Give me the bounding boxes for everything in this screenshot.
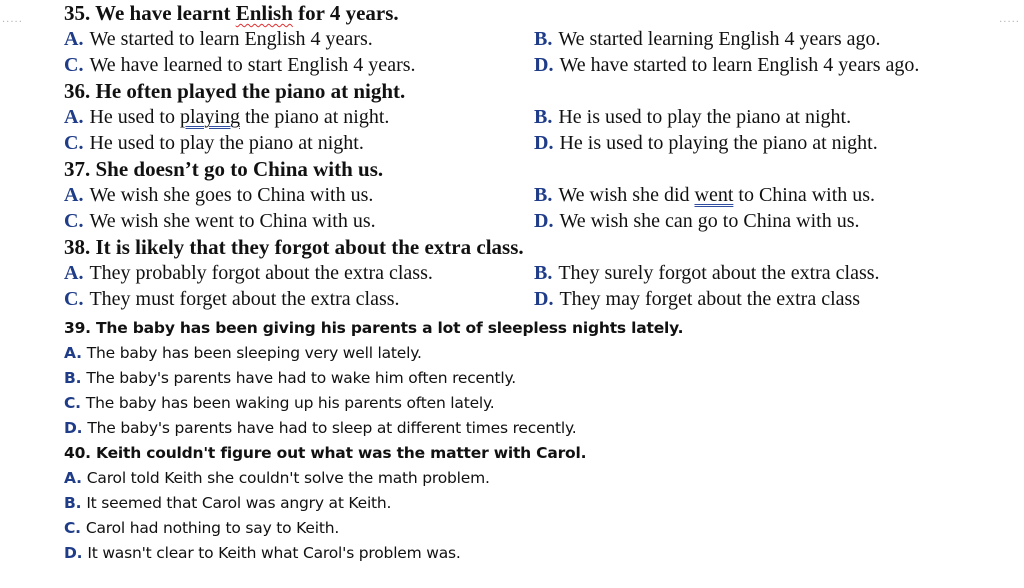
option-36b[interactable]: B. He is used to play the piano at night.	[534, 106, 852, 128]
question-38-options-row-1	[64, 260, 1004, 286]
option-39c[interactable]: C. The baby has been waking up his parents often lately.	[64, 394, 495, 412]
underlined-word-playing: playing	[180, 106, 240, 128]
option-39d[interactable]: D. The baby's parents have had to sleep at different times recently.	[64, 419, 577, 437]
question-37-options-row-2	[64, 208, 1004, 234]
option-39b[interactable]: B. The baby's parents have had to wake him often recently.	[64, 369, 516, 387]
question-35	[64, 0, 1004, 26]
worksheet	[64, 0, 1004, 566]
option-37b[interactable]: B. We wish she did went to China with us.	[534, 184, 876, 206]
option-35a[interactable]: A. We started to learn English 4 years.	[64, 28, 373, 50]
question-36-options-row-1	[64, 104, 1004, 130]
option-37c[interactable]: C. We wish she went to China with us.	[64, 210, 376, 232]
option-35d[interactable]: D. We have started to learn English 4 years ago.	[534, 54, 920, 76]
option-38d[interactable]: D. They may forget about the extra class	[534, 288, 861, 310]
question-38-options-row-2	[64, 286, 1004, 312]
option-37d[interactable]: D. We wish she can go to China with us.	[534, 210, 860, 232]
question-38: 38. It is likely that they forgot about the extra class.	[64, 235, 524, 259]
question-35-stem-post: for 4 years.	[292, 1, 399, 25]
option-40c[interactable]: C. Carol had nothing to say to Keith.	[64, 519, 340, 537]
option-38b[interactable]: B. They surely forgot about the extra class.	[534, 262, 880, 284]
margin-dots-right: .....	[999, 14, 1020, 25]
option-40a[interactable]: A. Carol told Keith she couldn't solve the math problem.	[64, 469, 490, 487]
underlined-word-went: went	[694, 184, 734, 206]
question-35-options-row-2	[64, 52, 1004, 78]
option-39a[interactable]: A. The baby has been sleeping very well lately.	[64, 344, 422, 362]
option-36c[interactable]: C. He used to play the piano at night.	[64, 132, 364, 154]
option-36d[interactable]: D. He is used to playing the piano at night.	[534, 132, 878, 154]
option-38a[interactable]: A. They probably forgot about the extra class.	[64, 262, 433, 284]
question-36: 36. He often played the piano at night.	[64, 79, 406, 103]
question-40: 40. Keith couldn't figure out what was the matter with Carol.	[64, 444, 587, 462]
option-40d[interactable]: D. It wasn't clear to Keith what Carol's problem was.	[64, 544, 461, 562]
option-37a[interactable]: A. We wish she goes to China with us.	[64, 184, 374, 206]
option-36a[interactable]: A. He used to playing the piano at night.	[64, 106, 390, 128]
question-39: 39. The baby has been giving his parents a lot of sleepless nights lately.	[64, 319, 684, 337]
question-35-stem-pre: 35. We have learnt	[64, 1, 236, 25]
question-37-options-row-1	[64, 182, 1004, 208]
option-35b[interactable]: B. We started learning English 4 years ago.	[534, 28, 881, 50]
option-40b[interactable]: B. It seemed that Carol was angry at Keith.	[64, 494, 392, 512]
question-37: 37. She doesn’t go to China with us.	[64, 157, 384, 181]
misspelled-word: Enlish	[235, 1, 293, 25]
question-36-options-row-2	[64, 130, 1004, 156]
margin-dots-left: .....	[2, 14, 23, 25]
question-35-options-row-1	[64, 26, 1004, 52]
option-35c[interactable]: C. We have learned to start English 4 years.	[64, 54, 416, 76]
option-38c[interactable]: C. They must forget about the extra class.	[64, 288, 400, 310]
